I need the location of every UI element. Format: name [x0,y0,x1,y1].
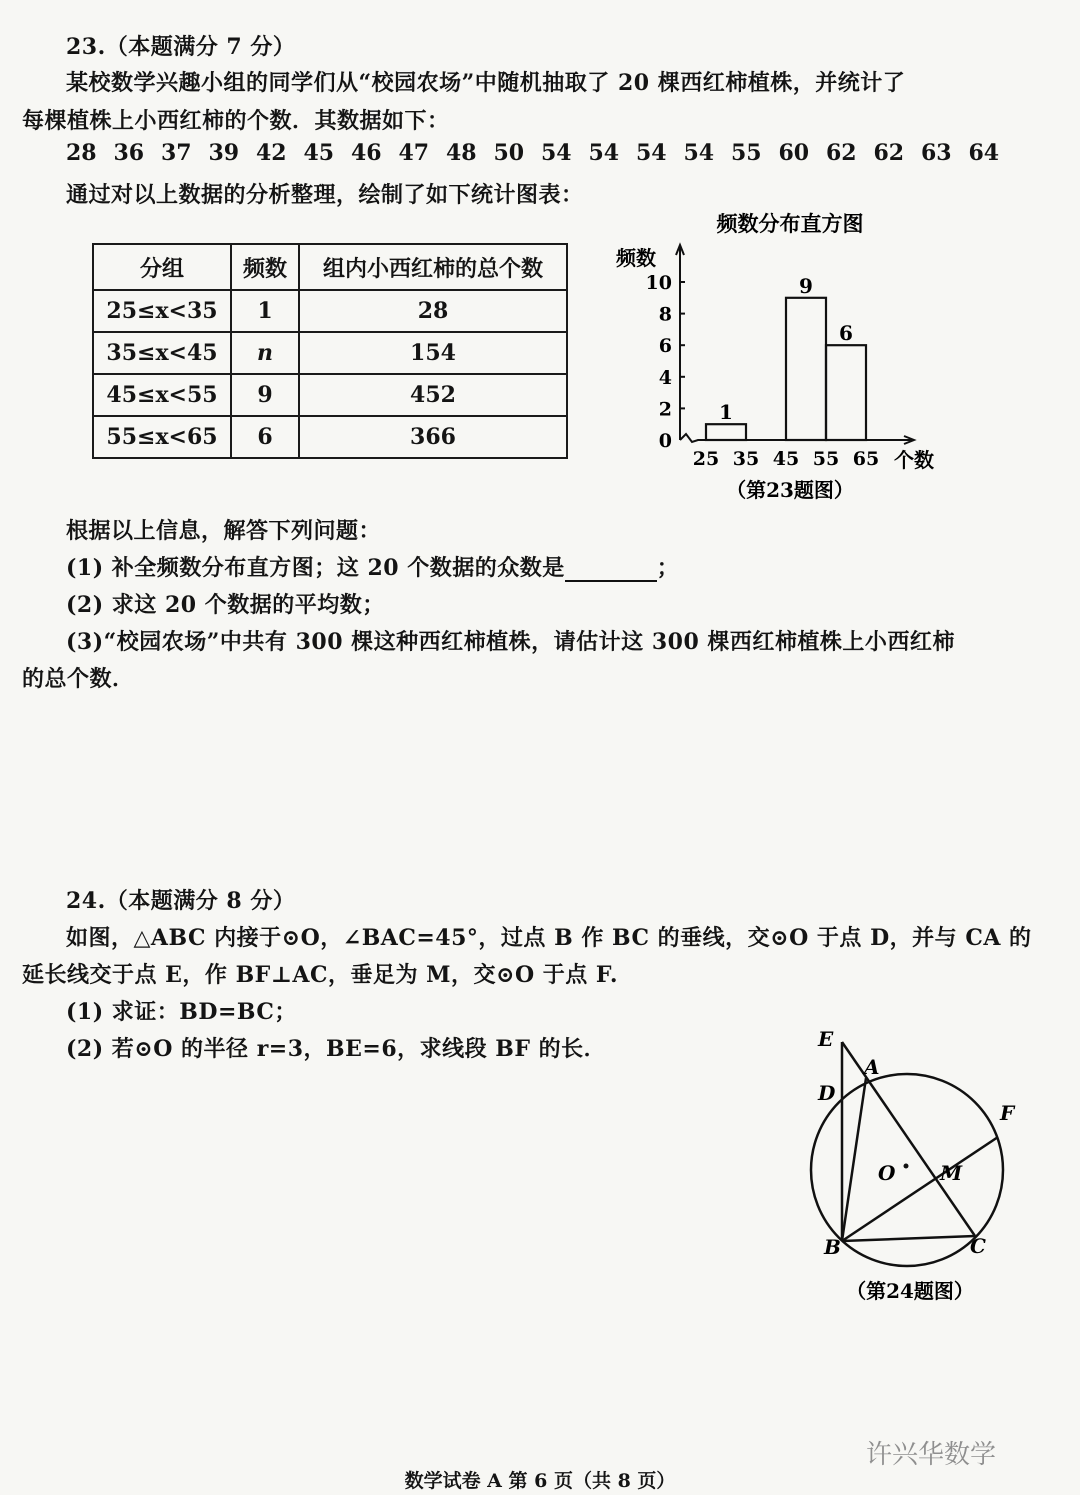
table-row [93,416,567,458]
table-row [93,290,567,332]
y-tick-label: 8 [658,303,672,326]
x-tick-label: 55 [812,448,840,470]
page-footer: 数学试卷 A 第 6 页（共 8 页） [404,1470,676,1492]
line-ba [842,1078,866,1241]
label-a: A [864,1055,880,1079]
data-value: 62 [873,140,905,166]
q23-stem-line1: 某校数学兴趣小组的同学们从“校园农场”中随机抽取了 20 棵西红柿植株，并统计了 [66,70,906,96]
table-cell: 6 [231,416,299,458]
geometry-figure [790,1020,1040,1310]
q24-stem-line2: 延长线交于点 E，作 BF⊥AC，垂足为 M，交⊙O 于点 F. [22,962,618,988]
data-value: 54 [541,140,572,166]
q23-intro: 通过对以上数据的分析整理，绘制了如下统计图表： [66,182,584,208]
q23-after: 根据以上信息，解答下列问题： [66,518,382,544]
figure-caption: （第24题图） [846,1279,974,1303]
data-value: 54 [683,140,715,166]
data-value: 28 [66,140,97,166]
q24-stem-line1: 如图，△ABC 内接于⊙O，∠BAC=45°，过点 B 作 BC 的垂线，交⊙O 于点 D，并与 CA 的 [66,925,1032,951]
histogram-bar [786,298,826,440]
table-cell: 366 [299,416,567,458]
table-cell: 35≤x<45 [93,332,231,374]
header-frequency: 频数 [231,244,299,290]
label-e: E [818,1027,834,1051]
q23-title: 23.（本题满分 7 分） [66,34,296,60]
bar-data-label: 9 [799,273,813,298]
table-cell: 9 [231,374,299,416]
y-tick-label: 2 [658,398,672,421]
table-cell: 55≤x<65 [93,416,231,458]
table-row [93,332,567,374]
q24-part1: (1) 求证：BD=BC； [66,999,297,1025]
bar-data-label: 6 [839,321,853,346]
y-tick-label: 4 [658,366,672,389]
data-value: 50 [493,140,525,166]
table-cell: 28 [299,290,567,332]
q23-part2: (2) 求这 20 个数据的平均数； [66,592,385,618]
chart-ylabel: 频数 [616,246,656,270]
data-value: 64 [968,140,1000,166]
chart-title: 频数分布直方图 [716,211,864,236]
data-value: 36 [113,140,145,166]
table-cell: 25≤x<35 [93,290,231,332]
q23-part1 [66,551,679,582]
table-cell: n [231,332,299,374]
frequency-table [92,243,568,459]
data-value: 55 [731,140,762,166]
label-f: F [1000,1101,1015,1125]
line-bf [842,1137,998,1241]
data-value: 54 [636,140,667,166]
histogram-bar [826,345,866,440]
data-value: 63 [921,140,952,166]
data-value: 60 [778,140,810,166]
label-d: D [818,1081,836,1105]
table-cell: 1 [231,290,299,332]
y-tick-label: 0 [658,430,672,452]
y-tick-label: 10 [645,272,672,294]
table-cell: 452 [299,374,567,416]
data-value: 47 [398,140,430,166]
line-bc [842,1236,975,1241]
q24-title: 24.（本题满分 8 分） [66,888,296,914]
line-ec [842,1042,975,1236]
x-tick-label: 25 [692,448,720,470]
x-tick-label: 45 [772,448,800,470]
data-value: 62 [826,140,857,166]
watermark: 许兴华数学 [866,1440,997,1470]
histogram-chart [600,205,970,505]
x-tick-label: 65 [852,448,880,470]
data-value: 45 [303,140,335,166]
chart-xlabel: 个数 [894,448,934,472]
histogram-bar [706,424,746,440]
data-value: 48 [446,140,477,166]
table-cell: 45≤x<55 [93,374,231,416]
q23-part3-line1: (3)“校园农场”中共有 300 棵这种西红柿植株，请估计这 300 棵西红柿植株上小西红柿 [66,629,955,655]
header-total: 组内小西红柿的总个数 [299,244,567,290]
y-tick-label: 6 [658,335,672,358]
q23-part1-text: (1) 补全频数分布直方图；这 20 个数据的众数是 [66,555,565,581]
q23-data-values [66,140,1000,168]
label-b: B [824,1235,841,1259]
data-value: 42 [256,140,287,166]
q23-stem-line2: 每棵植株上小西红柿的个数．其数据如下： [22,108,450,134]
x-tick-label: 35 [732,448,760,470]
bar-data-label: 1 [719,400,733,425]
q24-part2: (2) 若⊙O 的半径 r=3，BE=6，求线段 BF 的长． [66,1036,607,1062]
table-row [93,374,567,416]
data-value: 39 [208,140,240,166]
data-value: 54 [588,140,620,166]
data-value: 46 [351,140,382,166]
q23-part3-line2: 的总个数． [22,666,135,692]
center-dot [904,1164,909,1169]
chart-caption: （第23题图） [726,478,854,502]
header-group: 分组 [93,244,231,290]
label-m: M [940,1161,963,1185]
label-c: C [970,1234,986,1258]
q23-part1-end: ； [656,555,680,581]
table-cell: 154 [299,332,567,374]
label-o: O [878,1161,896,1185]
answer-blank[interactable] [565,558,657,582]
table-header-row [93,244,567,290]
data-value: 37 [161,140,192,166]
